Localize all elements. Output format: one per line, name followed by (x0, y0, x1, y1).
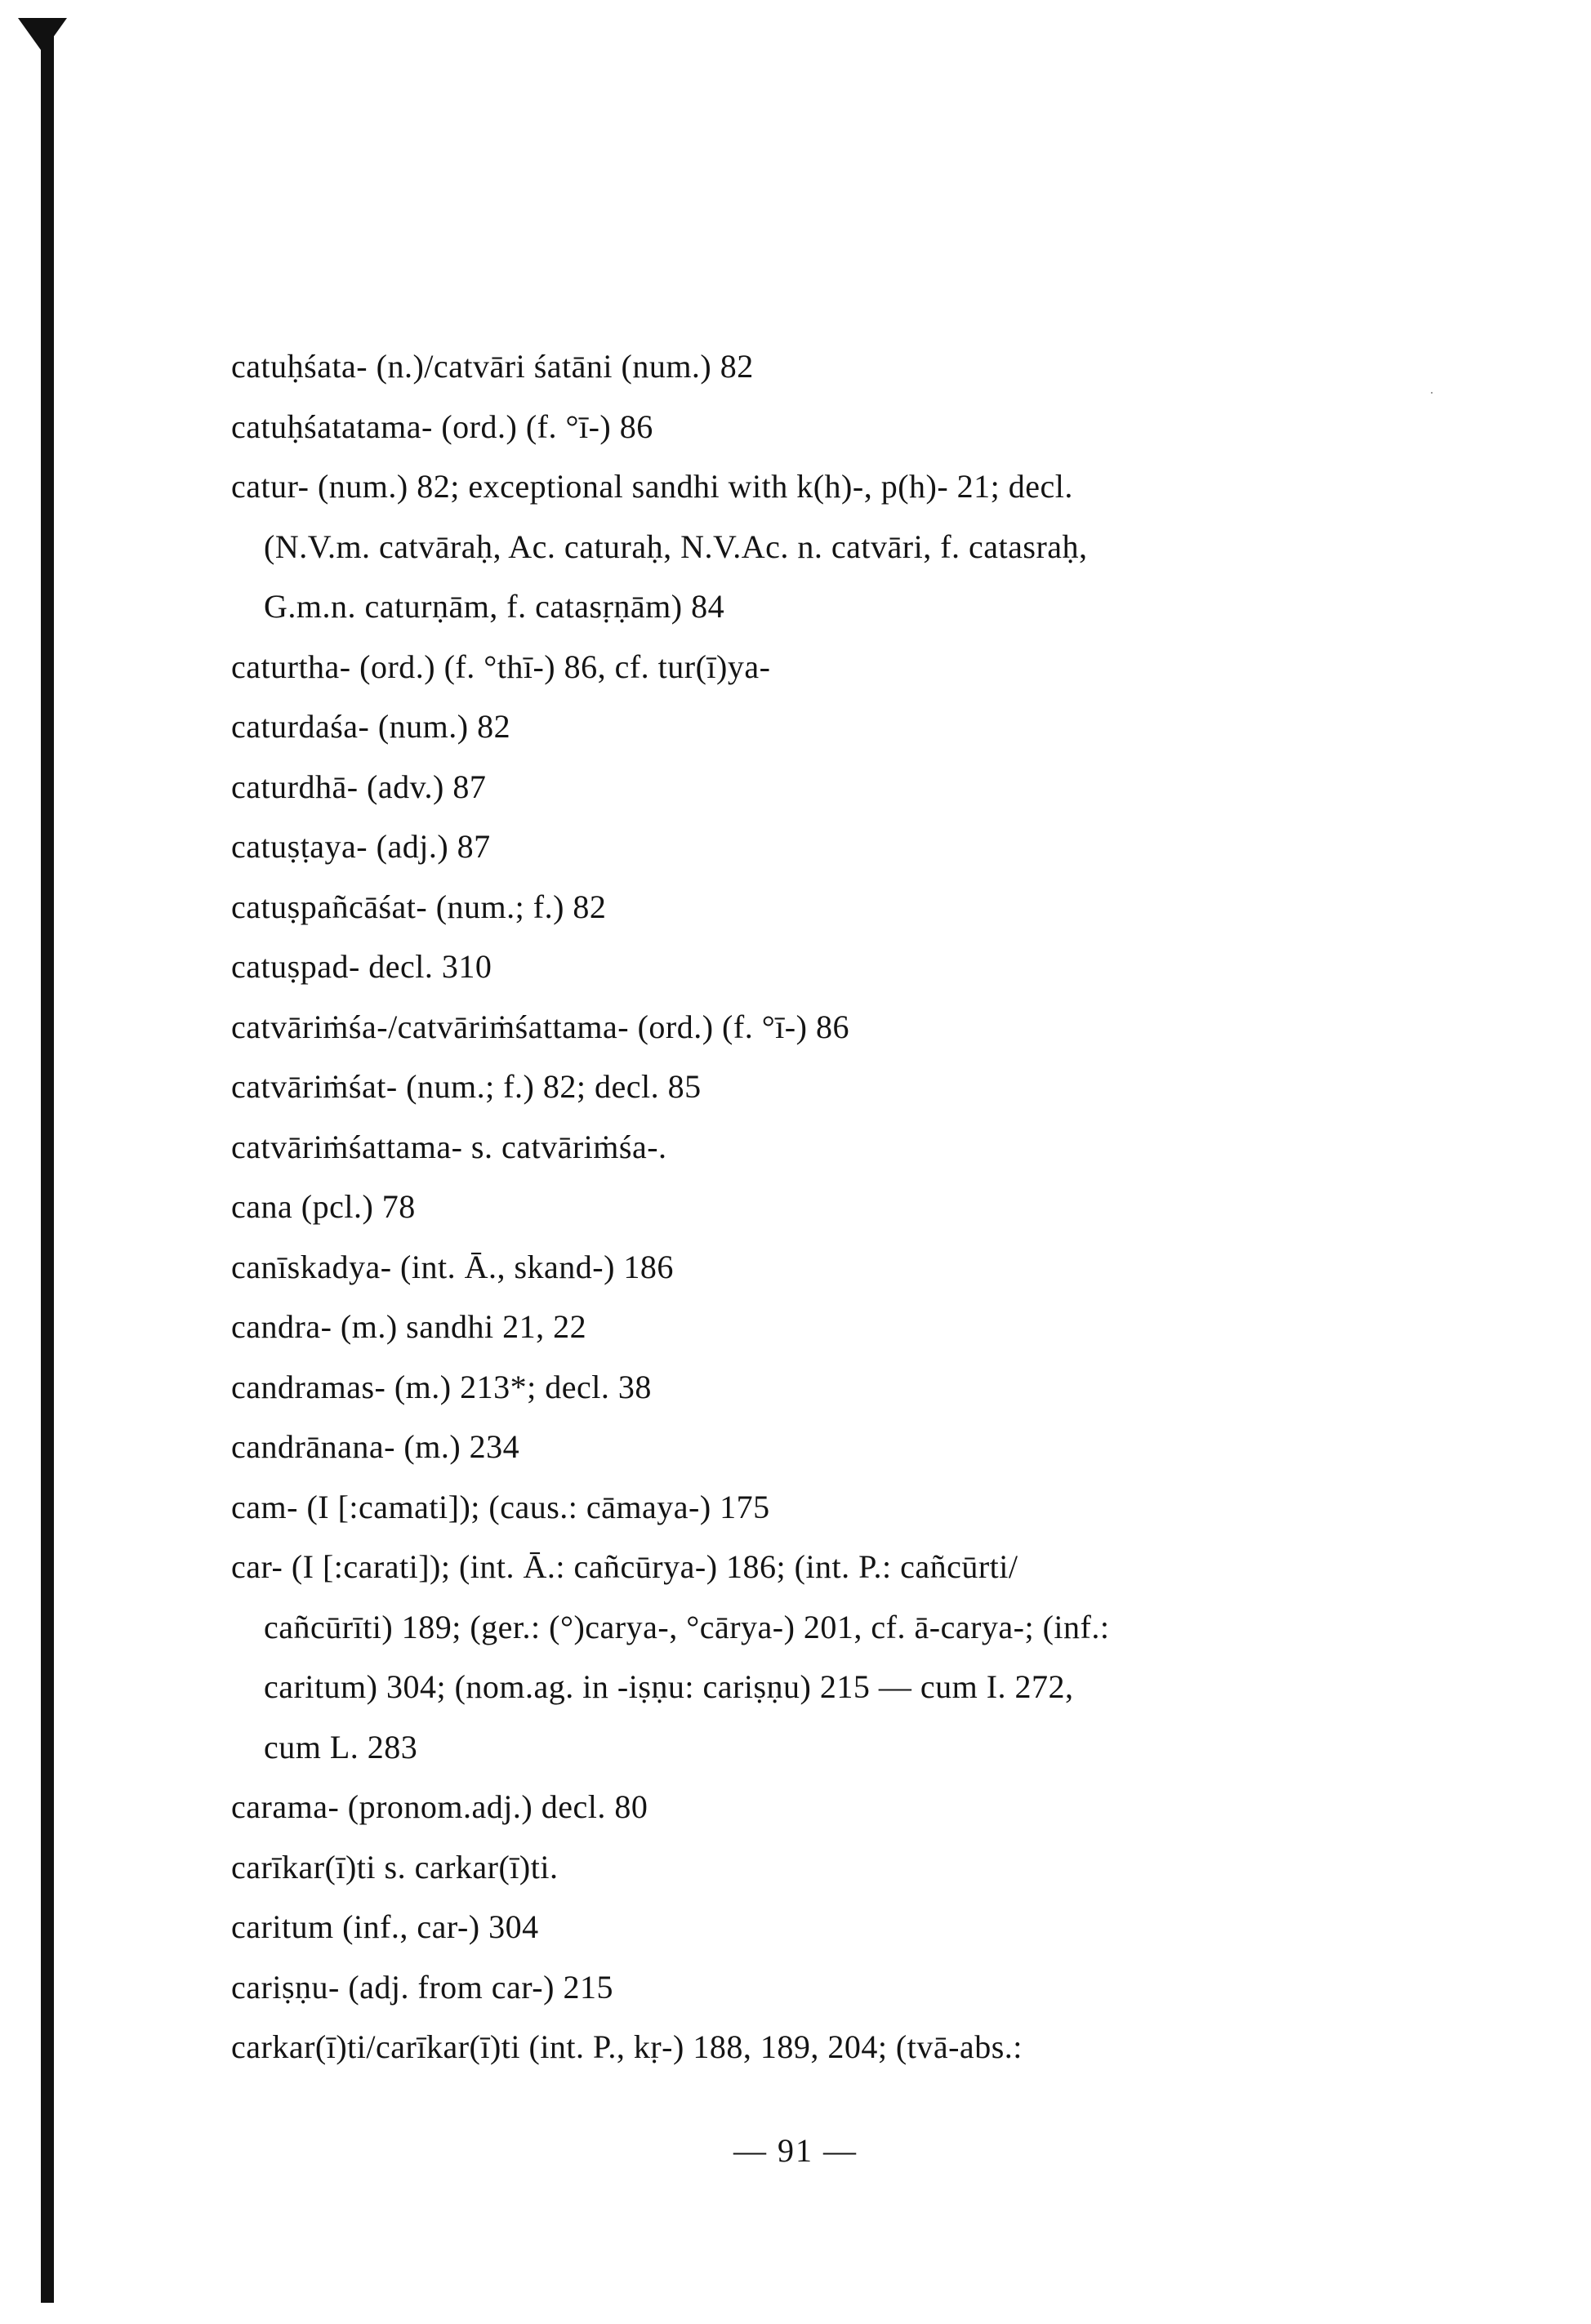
entry-headword-line: cam- (I [:camati]); (caus.: cāmaya-) 175 (231, 1488, 770, 1525)
index-entry (231, 1837, 1375, 1898)
entry-continuation-line: cum L. 283 (264, 1728, 418, 1765)
index-entry (231, 1537, 1375, 1777)
entry-headword-line: canīskadya- (int. Ā., skand-) 186 (231, 1248, 674, 1285)
entry-headword-line: catvāriṁśa-/catvāriṁśattama- (ord.) (f. °ī-) 86 (231, 1008, 849, 1045)
index-entry (231, 637, 1375, 697)
entry-headword-line: candramas- (m.) 213*; decl. 38 (231, 1368, 652, 1405)
entry-headword-line: carama- (pronom.adj.) decl. 80 (231, 1788, 648, 1825)
entry-headword-line: carkar(ī)ti/carīkar(ī)ti (int. P., kṛ-) 188, 189, 204; (tvā-abs.: (231, 2028, 1023, 2065)
entry-headword-line: caturdhā- (adv.) 87 (231, 768, 487, 805)
index-entry (231, 1357, 1375, 1418)
entry-headword-line: catvāriṁśattama- s. catvāriṁśa-. (231, 1128, 667, 1165)
entry-headword-line: catuḥśatatama- (ord.) (f. °ī-) 86 (231, 407, 653, 445)
index-entry (231, 997, 1375, 1057)
entry-headword-line: caturdaśa- (num.) 82 (231, 708, 511, 745)
index-entry (231, 1897, 1375, 1957)
index-entry (231, 937, 1375, 997)
index-entry (231, 1177, 1375, 1237)
index-entry (231, 1777, 1375, 1837)
index-entry (231, 1237, 1375, 1298)
entry-headword-line: catuḥśata- (n.)/catvāri śatāni (num.) 82 (231, 348, 754, 385)
entry-headword-line: carīkar(ī)ti s. carkar(ī)ti. (231, 1848, 559, 1885)
binding-edge-line (41, 24, 54, 2303)
index-entry (231, 397, 1375, 457)
index-entry (231, 1297, 1375, 1357)
entry-continuation-line: G.m.n. caturṇām, f. catasṛṇām) 84 (264, 588, 725, 625)
entry-headword-line: catvāriṁśat- (num.; f.) 82; decl. 85 (231, 1068, 702, 1105)
entry-continuation-line: cañcūrīti) 189; (ger.: (°)carya-, °cārya-) 201, cf. ā-carya-; (inf.: (264, 1608, 1110, 1645)
index-entry (231, 1117, 1375, 1178)
index-entry (231, 336, 1375, 397)
entry-headword-line: caritum (inf., car-) 304 (231, 1908, 539, 1945)
index-entry (231, 2017, 1375, 2077)
index-entry (231, 817, 1375, 877)
entry-headword-line: candrānana- (m.) 234 (231, 1428, 520, 1465)
entry-headword-line: catur- (num.) 82; exceptional sandhi with k(h)-, p(h)- 21; decl. (231, 468, 1073, 505)
entry-headword-line: cariṣṇu- (adj. from car-) 215 (231, 1968, 613, 2006)
entry-headword-line: car- (I [:carati]); (int. Ā.: cañcūrya-) 186; (int. P.: cañcūrti/ (231, 1548, 1018, 1585)
scan-speck (1431, 392, 1433, 394)
entry-headword-line: catuṣpañcāśat- (num.; f.) 82 (231, 888, 607, 925)
entry-headword-line: candra- (m.) sandhi 21, 22 (231, 1308, 587, 1345)
entry-continuation-line: caritum) 304; (nom.ag. in -iṣṇu: cariṣṇu) 215 — cum I. 272, (264, 1668, 1074, 1705)
index-entry (231, 1957, 1375, 2018)
entry-headword-line: cana (pcl.) 78 (231, 1188, 416, 1225)
index-entry (231, 1477, 1375, 1538)
entry-headword-line: catuṣpad- decl. 310 (231, 948, 492, 985)
entry-headword-line: catuṣṭaya- (adj.) 87 (231, 828, 491, 865)
index-entry (231, 1057, 1375, 1117)
page-number: — 91 — (733, 2132, 858, 2169)
entry-headword-line: caturtha- (ord.) (f. °thī-) 86, cf. tur(ī)ya- (231, 648, 771, 685)
index-entry (231, 877, 1375, 937)
index-entry (231, 1417, 1375, 1477)
entry-continuation-line: (N.V.m. catvāraḥ, Ac. caturaḥ, N.V.Ac. n. catvāri, f. catasraḥ, (264, 528, 1088, 565)
index-entries (231, 336, 1375, 2077)
index-entry (231, 697, 1375, 757)
index-entry (231, 456, 1375, 637)
index-entry (231, 757, 1375, 817)
